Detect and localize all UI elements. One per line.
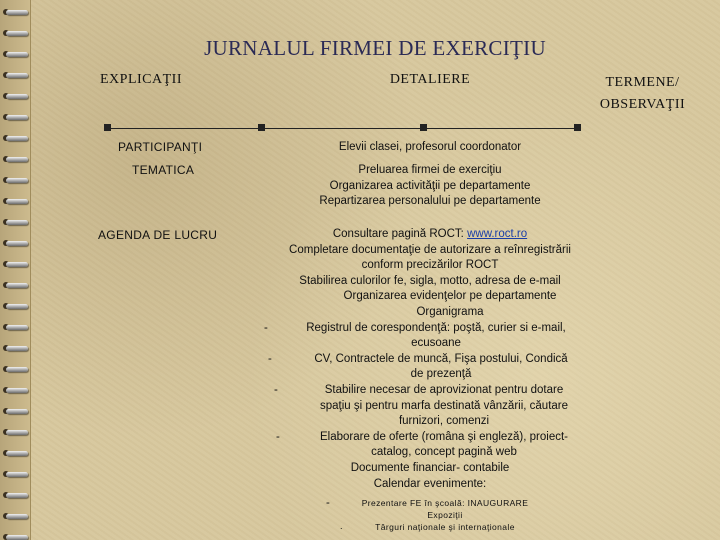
binding-ring (6, 304, 28, 309)
header-divider (108, 128, 578, 129)
detail-line: furnizori, comenzi (398, 415, 490, 428)
header-deadlines-line1: TERMENE/ (605, 75, 680, 90)
header-details: DETALIERE (389, 72, 471, 87)
binding-ring (6, 136, 28, 141)
spiral-binding (0, 0, 31, 540)
binding-ring (6, 472, 28, 477)
detail-line: conform precizărilor ROCT (361, 259, 499, 272)
detail-line: Elevii clasei, profesorul coordonator (338, 141, 522, 153)
bullet-dash: - (264, 322, 268, 334)
detail-line: ecusoane (411, 337, 461, 350)
bullet-dash: - (276, 431, 280, 443)
binding-ring (6, 31, 28, 36)
binding-ring (6, 535, 28, 540)
detail-line: Organizarea activităţii pe departamente (329, 179, 531, 192)
binding-ring (6, 52, 28, 57)
binding-ring (6, 451, 28, 456)
row-label-participants: PARTICIPANŢI (118, 140, 203, 154)
detail-line: Stabilire necesar de aprovizionat pentru dotare (324, 383, 564, 396)
row-detail-agenda (255, 227, 605, 533)
detail-line: CV, Contractele de muncă, Fişa postului, Condică (314, 352, 568, 365)
detail-small-line: Prezentare FE în şcoală: INAUGURARE (361, 498, 529, 509)
binding-ring (6, 388, 28, 393)
row-label-theme: TEMATICA (132, 163, 195, 177)
header-deadlines (570, 72, 715, 116)
detail-line-prefix: Consultare pagină ROCT: (332, 228, 468, 240)
binding-ring (6, 178, 28, 183)
bullet-dash: - (274, 384, 278, 396)
binding-ring (6, 493, 28, 498)
binding-ring (6, 199, 28, 204)
row-detail-theme (255, 163, 605, 210)
page-title: JURNALUL FIRMEI DE EXERCIŢIU (204, 36, 546, 60)
header-deadlines-line2: OBSERVAŢII (599, 97, 686, 112)
detail-line: catalog, concept pagină web (371, 446, 517, 459)
bullet-dash: - (268, 353, 272, 365)
binding-ring (6, 283, 28, 288)
detail-line: Repartizarea personalului pe departamente (319, 195, 541, 208)
detail-line: Elaborare de oferte (româna şi engleză), proiect- (319, 430, 568, 443)
detail-line: spaţiu şi pentru marfa destinată vânzării, căutare (319, 399, 569, 412)
binding-ring (6, 325, 28, 330)
detail-line: Completare documentaţie de autorizare a reînregistrării (289, 243, 571, 256)
binding-ring (6, 94, 28, 99)
detail-small-line: Expoziţii (427, 510, 463, 521)
detail-line: Organizarea evidenţelor pe departamente (343, 290, 557, 303)
detail-line: de prezenţă (410, 368, 472, 381)
binding-ring (6, 367, 28, 372)
binding-ring (6, 241, 28, 246)
detail-line: Registrul de corespondenţă: poştă, curier si e-mail, (306, 321, 566, 334)
detail-line: Organigrama (416, 305, 484, 318)
binding-ring (6, 10, 28, 15)
binding-ring (6, 430, 28, 435)
divider-marker (258, 124, 265, 131)
binding-ring (6, 346, 28, 351)
divider-marker (574, 124, 581, 131)
binding-ring (6, 262, 28, 267)
binding-ring (6, 115, 28, 120)
detail-line (255, 227, 605, 243)
row-label-agenda: AGENDA DE LUCRU (98, 228, 218, 242)
detail-line: Documente financiar- contabile (350, 461, 510, 474)
roct-link[interactable]: www.roct.ro (467, 228, 528, 240)
detail-line: Preluarea firmei de exerciţiu (358, 164, 502, 176)
divider-marker (104, 124, 111, 131)
detail-small-line: Târguri naţionale şi internaţionale (375, 522, 515, 533)
bullet-dot: . (340, 521, 343, 531)
divider-marker (420, 124, 427, 131)
binding-ring (6, 409, 28, 414)
detail-line: Stabilirea culorilor fe, sigla, motto, adresa de e-mail (299, 274, 561, 287)
row-detail-participants (255, 140, 605, 156)
binding-ring (6, 220, 28, 225)
header-explanations: EXPLICAŢII (100, 72, 182, 87)
bullet-dash: - (326, 497, 330, 509)
binding-ring (6, 157, 28, 162)
binding-ring (6, 73, 28, 78)
binding-ring (6, 514, 28, 519)
detail-line: Calendar evenimente: (373, 477, 487, 490)
